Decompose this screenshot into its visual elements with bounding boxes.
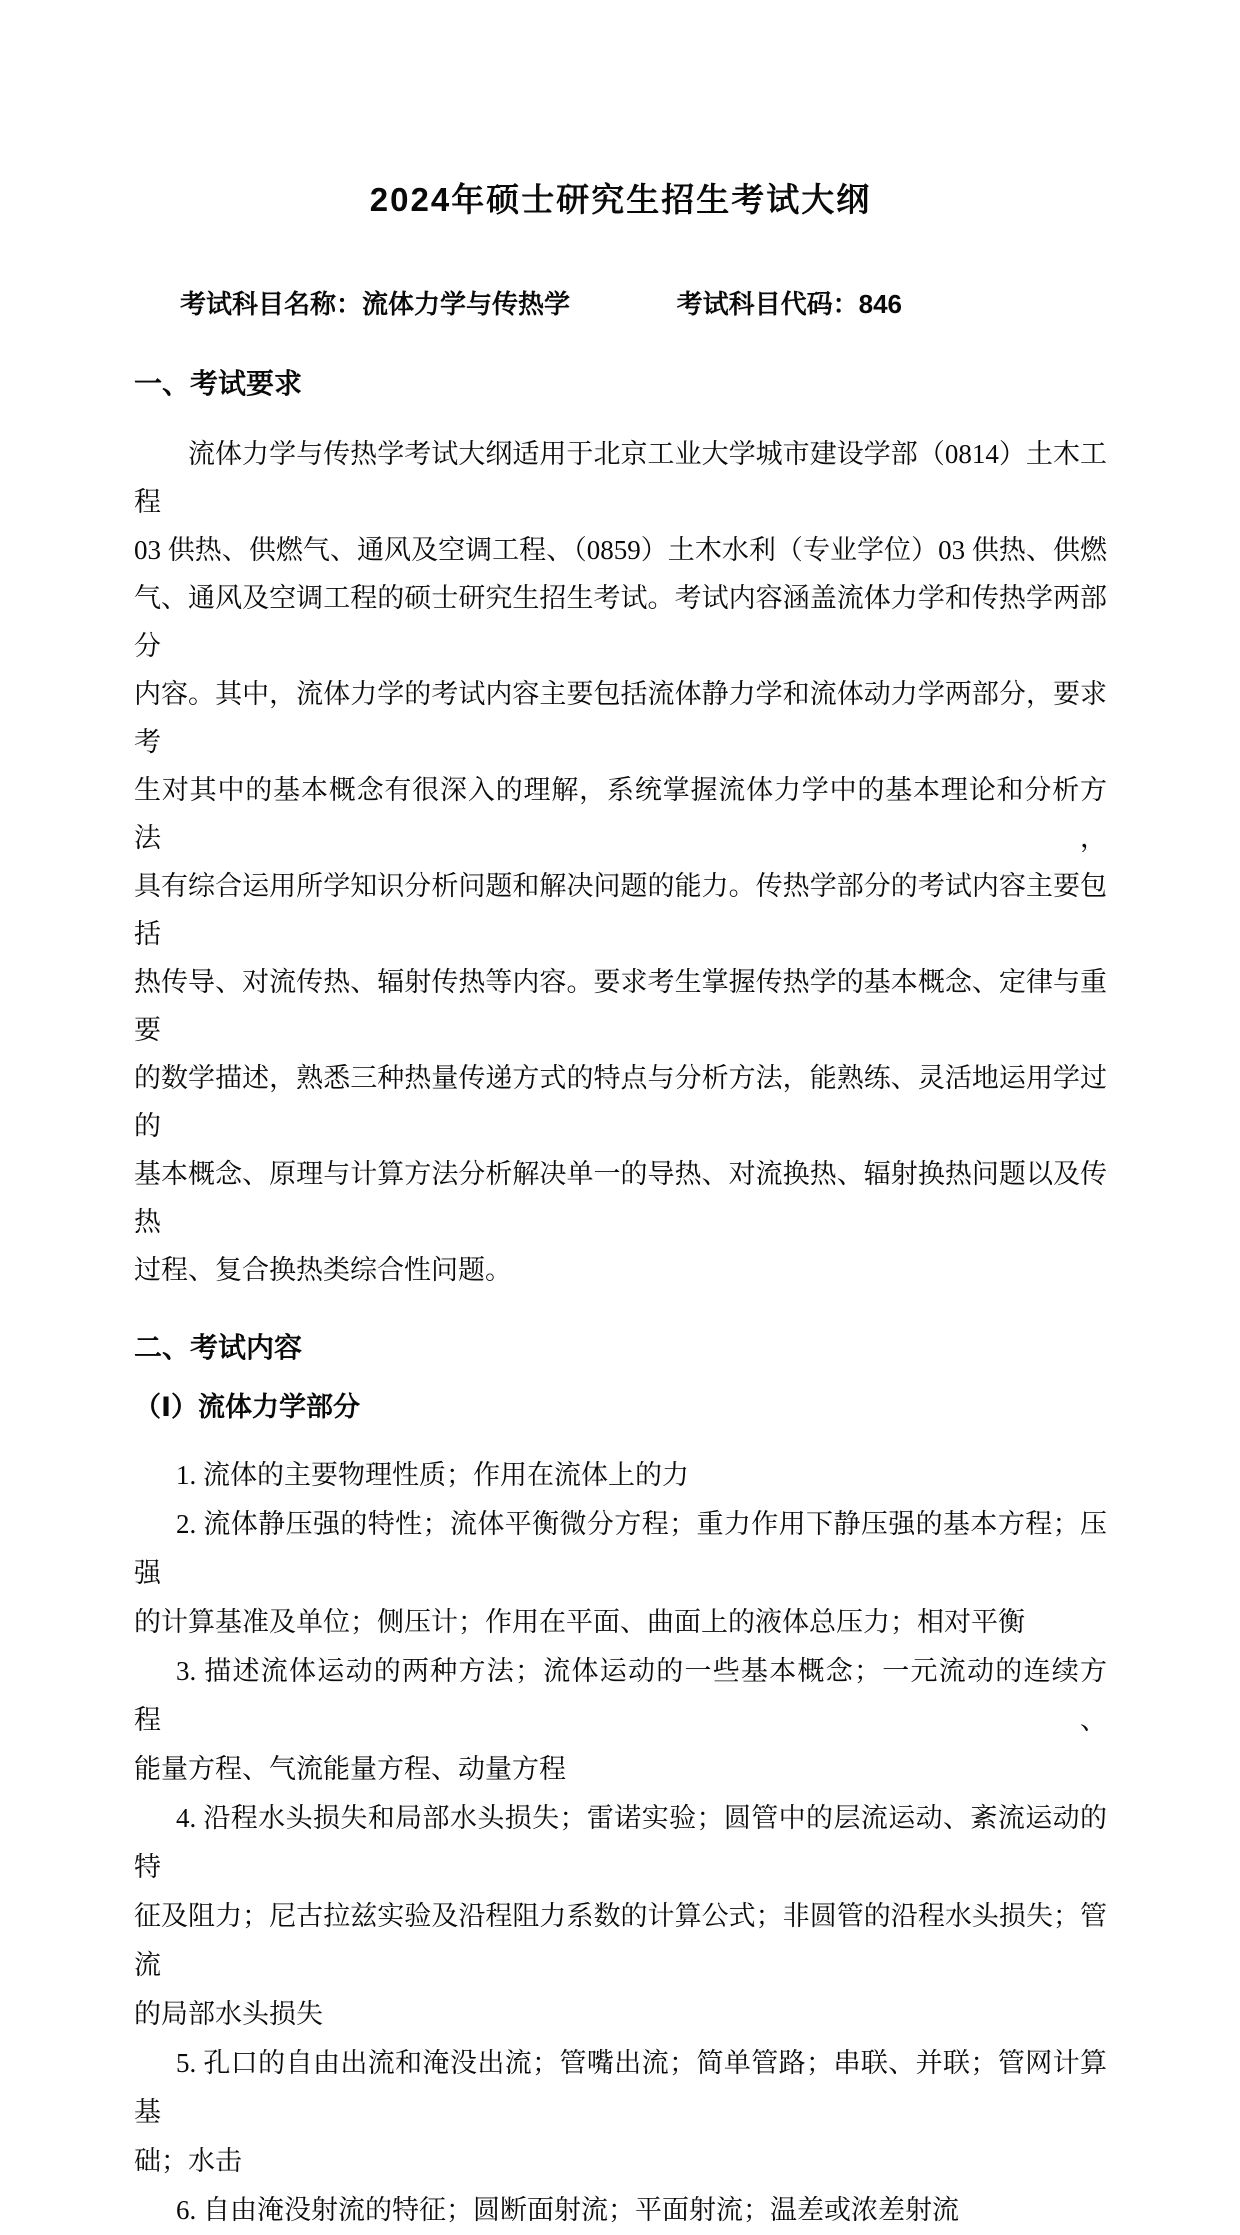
item-line: 1. 流体的主要物理性质；作用在流体上的力	[176, 1460, 689, 1491]
item-line: 3. 描述流体运动的两种方法；流体运动的一些基本概念；一元流动的连续方程、	[134, 1656, 1107, 1736]
list-item	[134, 1647, 1107, 1794]
item-line: 的局部水头损失	[134, 1999, 323, 2030]
item-line: 征及阻力；尼古拉兹实验及沿程阻力系数的计算公式；非圆管的沿程水头损失；管流	[134, 1901, 1107, 1981]
item-line: 2. 流体静压强的特性；流体平衡微分方程；重力作用下静压强的基本方程；压强	[134, 1509, 1107, 1589]
page-title: 2024年硕士研究生招生考试大纲	[369, 181, 872, 219]
item-line: 能量方程、气流能量方程、动量方程	[134, 1754, 566, 1785]
item-line: 6. 自由淹没射流的特征；圆断面射流；平面射流；温差或浓差射流	[176, 2195, 959, 2226]
paragraph-line: 内容。其中，流体力学的考试内容主要包括流体静力学和流体动力学两部分，要求考	[134, 679, 1107, 758]
subject-row	[134, 284, 1107, 321]
paragraph-line: 基本概念、原理与计算方法分析解决单一的导热、对流换热、辐射换热问题以及传热	[134, 1159, 1107, 1238]
exam-requirements-paragraph	[134, 430, 1107, 1294]
paragraph-line: 生对其中的基本概念有很深入的理解，系统掌握流体力学中的基本理论和分析方法，	[134, 775, 1107, 854]
paragraph-line: 03 供热、供燃气、通风及空调工程、（0859）土木水利（专业学位）03 供热、供燃	[134, 535, 1107, 566]
list-item	[134, 1451, 1107, 1500]
list-item	[134, 1500, 1107, 1647]
paragraph-line: 气、通风及空调工程的硕士研究生招生考试。考试内容涵盖流体力学和传热学两部分	[134, 583, 1107, 662]
subject-code-label: 考试科目代码：846	[676, 289, 902, 320]
paragraph-line: 热传导、对流传热、辐射传热等内容。要求考生掌握传热学的基本概念、定律与重要	[134, 967, 1107, 1046]
fluid-mechanics-item-list	[134, 1451, 1107, 2235]
section-heading-exam-content: 二、考试内容	[134, 1332, 303, 1364]
item-line: 5. 孔口的自由出流和淹没出流；管嘴出流；简单管路；串联、并联；管网计算基	[134, 2048, 1107, 2128]
paragraph-line: 流体力学与传热学考试大纲适用于北京工业大学城市建设学部（0814）土木工程	[134, 439, 1107, 518]
subject-name-label: 考试科目名称：流体力学与传热学	[180, 289, 571, 320]
item-line: 础；水击	[134, 2146, 242, 2177]
list-item	[134, 2186, 1107, 2235]
paragraph-line: 的数学描述，熟悉三种热量传递方式的特点与分析方法，能熟练、灵活地运用学过的	[134, 1063, 1107, 1142]
list-item	[134, 1794, 1107, 2039]
paragraph-line: 具有综合运用所学知识分析问题和解决问题的能力。传热学部分的考试内容主要包括	[134, 871, 1107, 950]
paragraph-line: 过程、复合换热类综合性问题。	[134, 1255, 512, 1286]
part-heading-fluid-mechanics: （Ⅰ）流体力学部分	[134, 1392, 361, 1423]
item-line: 的计算基准及单位；侧压计；作用在平面、曲面上的液体总压力；相对平衡	[134, 1607, 1025, 1638]
list-item	[134, 2039, 1107, 2186]
section-heading-exam-requirements: 一、考试要求	[134, 368, 303, 400]
item-line: 4. 沿程水头损失和局部水头损失；雷诺实验；圆管中的层流运动、紊流运动的特	[134, 1803, 1107, 1883]
